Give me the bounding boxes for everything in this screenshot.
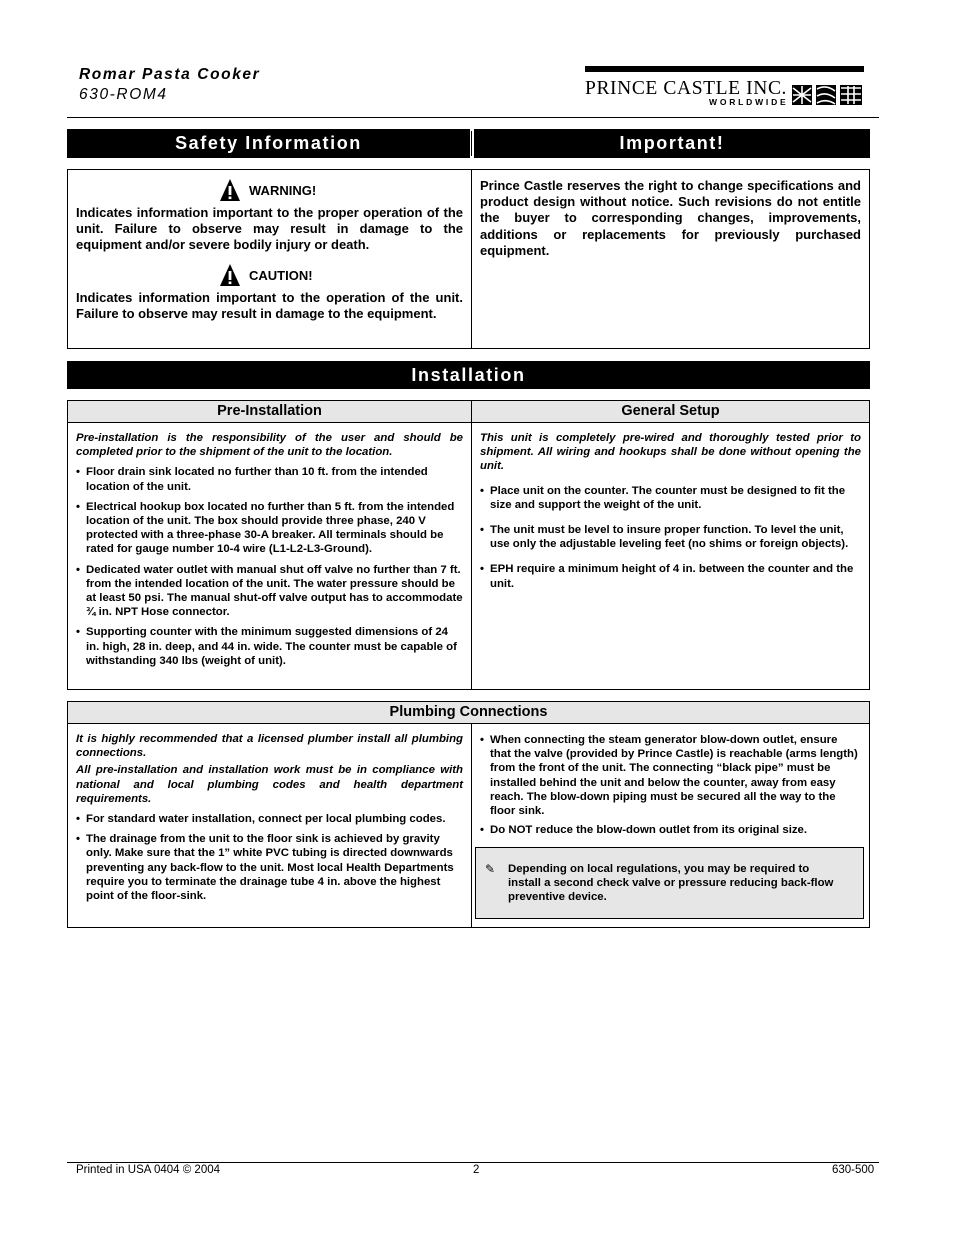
logo-tagline: WORLDWIDE [709,97,789,107]
installation-title: Installation [411,365,526,385]
header-rule [67,117,879,118]
pre-installation-column [76,431,463,674]
general-setup-heading: General Setup [621,403,720,419]
warning-heading [219,178,316,202]
pre-installation-list [76,465,463,668]
caution-label: CAUTION! [249,267,313,283]
caution-icon [219,263,241,287]
important-text: Prince Castle reserves the right to change specifications and product design without notice. Such revisions do not entitle the buyer to corresponding changes, improvements, additions or replacements for previously purchased equipment. [480,178,861,258]
safety-information-bar [67,129,470,158]
general-setup-item: • Place unit on the counter. The counter must be designed to fit the size and support the weight of the unit. [480,484,861,512]
bar-divider-line [471,131,472,156]
general-setup-list [480,484,861,591]
pre-installation-intro: Pre-installation is the responsibility of the user and should be completed prior to the shipment of the unit to the location. [76,432,463,459]
model-number: 630-ROM4 [79,86,168,103]
plumbing-intro-1: It is highly recommended that a licensed plumber install all plumbing connections. [76,733,463,760]
footer-doc-number: 630-500 [832,1164,875,1176]
plumbing-heading: Plumbing Connections [68,702,869,724]
important-title: Important! [619,133,725,153]
installation-bar [67,361,870,389]
pre-installation-heading: Pre-Installation [217,403,322,419]
footer-rule [67,1162,879,1163]
plumbing-right-list [480,733,861,837]
logo-flags-icon [790,82,864,108]
installation-divider [471,400,472,690]
plumbing-divider [471,723,472,928]
pre-installation-item: • Dedicated water outlet with manual shut off valve no further than 7 ft. from the intended location of the unit. The water pressure should be at least 50 psi. The manual shut-off valve output has to accommodate ¾ in. NPT Hose connector. [76,563,463,620]
general-setup-intro: This unit is completely pre-wired and thoroughly tested prior to shipment. All wiring and hookups shall be done without opening the unit. [480,432,861,473]
general-setup-item: • The unit must be level to insure proper function. To level the unit, use only the adjustable leveling feet (no shims or foreign objects). [480,523,861,551]
pre-installation-item: • Floor drain sink located no further than 10 ft. from the intended location of the unit. [76,465,463,493]
note-pencil-icon: ✎ [485,862,496,876]
plumbing-note-box [475,847,864,919]
plumbing-left-column [76,732,463,909]
warning-text: Indicates information important to the proper operation of the unit. Failure to observe may result in damage to the equipment and/or severe bodily injury or death. [76,205,463,253]
general-setup-column [480,431,861,597]
pre-installation-item: • Electrical hookup box located no further than 5 ft. from the intended location of the unit. The box should provide three phase, 240 V protected with a three-phase 30-A breaker. All terminals should be rated for gauge number 10-4 wire (L1-L2-L3-Ground). [76,500,463,557]
warning-icon [219,178,241,202]
general-setup-item: • EPH require a minimum height of 4 in. between the counter and the unit. [480,562,861,590]
important-bar [474,129,870,158]
plumbing-right-column [480,733,861,843]
product-title: Romar Pasta Cooker [79,66,261,83]
plumbing-note-text: Depending on local regulations, you may be required to install a second check valve or pressure reducing back-flow preventive device. [508,863,834,904]
plumbing-item: • The drainage from the unit to the floor sink is achieved by gravity only. Make sure that the 1” white PVC tubing is directed downwards preventing any back-flow to the unit. Most local Health Departments require you to terminate the drainage tube 4 in. above the highest point of the floor-sink. [76,832,463,903]
caution-heading [219,263,313,287]
plumbing-item: • Do NOT reduce the blow-down outlet from its original size. [480,823,861,837]
plumbing-item: • When connecting the steam generator blow-down outlet, ensure that the valve (provided by Prince Castle) is reachable (arms length) from the front of the unit. The connecting “black pipe” must be installed behind the unit and below the counter, away from easy reach. The blow-down piping must be secured all the way to the floor sink. [480,733,861,818]
plumbing-left-list [76,812,463,903]
plumbing-item: • For standard water installation, connect per local plumbing codes. [76,812,463,826]
logo-top-bar [585,66,864,72]
logo-name: PRINCE CASTLE INC. [585,78,788,99]
safety-information-title: Safety Information [175,133,362,153]
footer-page-number: 2 [473,1164,480,1176]
pre-installation-item: • Supporting counter with the minimum suggested dimensions of 24 in. high, 28 in. deep, and 44 in. wide. The counter must be capable of withstanding 340 lbs (weight of unit). [76,625,463,668]
plumbing-intro-2: All pre-installation and installation work must be in compliance with national and local plumbing codes and health department requirements. [76,764,463,805]
footer-print-info: Printed in USA 0404 © 2004 [76,1164,221,1176]
safety-box-divider [471,169,472,349]
warning-label: WARNING! [249,182,317,198]
prince-castle-logo [585,66,865,110]
caution-text: Indicates information important to the operation of the unit. Failure to observe may result in damage to the equipment. [76,290,463,322]
